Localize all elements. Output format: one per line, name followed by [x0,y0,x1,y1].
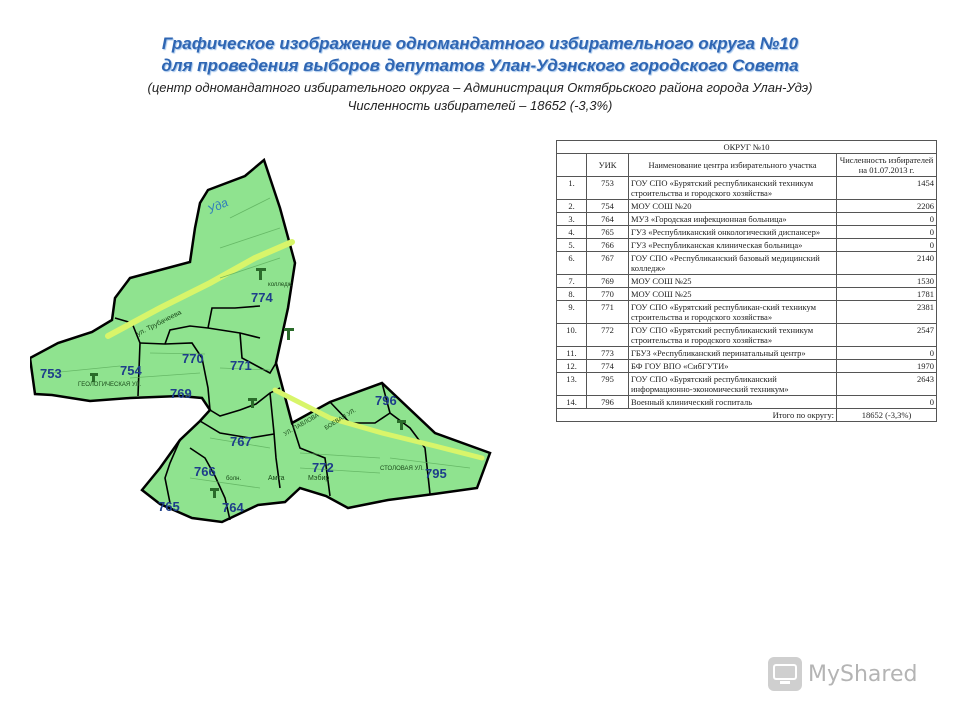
row-voter-count: 2643 [837,373,937,396]
row-number: 4. [557,226,587,239]
row-voter-count: 2206 [837,200,937,213]
row-voter-count: 1454 [837,177,937,200]
row-uik: 765 [587,226,629,239]
total-value: 18652 (-3,3%) [837,409,937,422]
district-map [30,158,500,528]
table-title-row [557,141,937,154]
table-row [557,177,937,200]
river-uda-label: Удa [205,195,231,217]
watermark-logo [768,657,917,691]
row-uik: 767 [587,252,629,275]
total-label: Итого по округу: [557,409,837,422]
row-center-name: МОУ СОШ №25 [629,275,837,288]
row-uik: 764 [587,213,629,226]
table-row [557,301,937,324]
row-uik: 774 [587,360,629,373]
street-label: СТОЛОВАЯ УЛ. [380,466,424,472]
header-uik: УИК [587,154,629,177]
row-voter-count: 2140 [837,252,937,275]
row-number: 2. [557,200,587,213]
row-number: 6. [557,252,587,275]
row-voter-count: 1970 [837,360,937,373]
street-label: ГЕОЛОГИЧЕСКАЯ УЛ. [78,382,142,388]
row-voter-count: 0 [837,226,937,239]
row-uik: 773 [587,347,629,360]
row-uik: 795 [587,373,629,396]
header-num [557,154,587,177]
row-uik: 772 [587,324,629,347]
row-center-name: ГОУ СПО «Республиканский базовый медицинский колледж» [629,252,837,275]
logo-icon [768,657,802,691]
row-number: 13. [557,373,587,396]
row-voter-count: 0 [837,213,937,226]
precinct-label-754: 754 [120,363,142,378]
district-precincts-table [556,140,937,422]
row-uik: 796 [587,396,629,409]
precinct-label-765: 765 [158,499,180,514]
precinct-label-796: 796 [375,393,397,408]
row-center-name: ГБУЗ «Республиканский перинатальный центр» [629,347,837,360]
table-row [557,396,937,409]
row-uik: 770 [587,288,629,301]
row-number: 9. [557,301,587,324]
row-number: 5. [557,239,587,252]
row-voter-count: 0 [837,396,937,409]
row-uik: 769 [587,275,629,288]
precinct-label-764: 764 [222,500,244,515]
precinct-label-795: 795 [425,466,447,481]
row-uik: 766 [587,239,629,252]
place-label: Амта [268,475,285,482]
table-row [557,275,937,288]
row-voter-count: 0 [837,239,937,252]
table-body [557,177,937,409]
row-uik: 753 [587,177,629,200]
row-number: 14. [557,396,587,409]
row-center-name: БФ ГОУ ВПО «СибГУТИ» [629,360,837,373]
row-center-name: ГУЗ «Республиканская клиническая больница» [629,239,837,252]
table-row [557,288,937,301]
precinct-label-769: 769 [170,386,192,401]
table-total-row [557,409,937,422]
place-label: Мэбир [308,475,330,482]
table-row [557,324,937,347]
row-voter-count: 1530 [837,275,937,288]
row-number: 8. [557,288,587,301]
row-number: 1. [557,177,587,200]
precinct-label-772: 772 [312,460,334,475]
row-center-name: ГУЗ «Республиканский онкологический диспансер» [629,226,837,239]
row-number: 10. [557,324,587,347]
street-label: ул. Трубачеева [135,309,183,338]
row-number: 7. [557,275,587,288]
row-number: 11. [557,347,587,360]
table-row [557,373,937,396]
table-row [557,252,937,275]
precinct-label-767: 767 [230,434,252,449]
row-center-name: Военный клинический госпиталь [629,396,837,409]
table-row [557,347,937,360]
map-title-line2: для проведения выборов депутатов Улан-Удэнского городского Совета [161,56,799,75]
district-center-caption: (центр одномандатного избирательного округа – Администрация Октябрьского района города Улан-Удэ) [147,80,813,95]
row-center-name: ГОУ СПО «Бурятский республикан-ский техникум строительства и городского хозяйства» [629,301,837,324]
precinct-label-774: 774 [251,290,273,305]
row-center-name: МУЗ «Городская инфекционная больница» [629,213,837,226]
table-row [557,200,937,213]
row-center-name: ГОУ СПО «Бурятский республиканский техникум строительства и городского хозяйства» [629,177,837,200]
street-label: УЛ. ПАВЛОВА [283,412,321,438]
precinct-label-766: 766 [194,464,216,479]
precinct-label-753: 753 [40,366,62,381]
precinct-label-771: 771 [230,358,252,373]
table-row [557,360,937,373]
row-voter-count: 0 [837,347,937,360]
precinct-label-770: 770 [182,351,204,366]
table-row [557,239,937,252]
header-count: Численность избирателей на 01.07.2013 г. [837,154,937,177]
row-center-name: ГОУ СПО «Бурятский республиканский информационно-экономический техникум» [629,373,837,396]
row-voter-count: 2381 [837,301,937,324]
voters-count-caption: Численность избирателей – 18652 (-3,3%) [347,98,613,113]
header-name: Наименование центра избирательного участка [629,154,837,177]
street-label: БОЕВАЯ УЛ. [323,407,358,432]
table-title: ОКРУГ №10 [557,141,937,154]
row-voter-count: 1781 [837,288,937,301]
row-center-name: ГОУ СПО «Бурятский республиканский техникум строительства и городского хозяйства» [629,324,837,347]
table-row [557,226,937,239]
table-row [557,213,937,226]
row-number: 12. [557,360,587,373]
place-label: болн. [226,476,242,482]
row-voter-count: 2547 [837,324,937,347]
row-uik: 771 [587,301,629,324]
watermark-text: MyShared [808,661,918,687]
map-title-line1: Графическое изображение одномандатного избирательного округа №10 [161,34,799,53]
table-header-row [557,154,937,177]
row-center-name: МОУ СОШ №25 [629,288,837,301]
row-uik: 754 [587,200,629,213]
place-label: колледж [268,282,292,288]
row-number: 3. [557,213,587,226]
row-center-name: МОУ СОШ №20 [629,200,837,213]
